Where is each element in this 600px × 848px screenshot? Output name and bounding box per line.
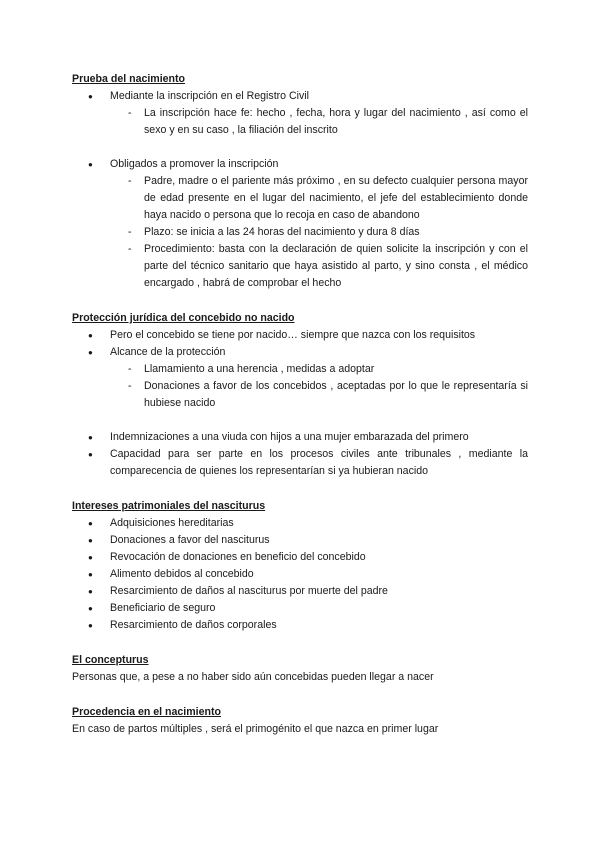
bullet-list	[72, 429, 528, 480]
paragraph: Personas que, a pese a no haber sido aún concebidas pueden llegar a nacer	[72, 671, 434, 683]
section-proteccion-juridica	[72, 310, 528, 480]
list-item	[72, 344, 528, 412]
sub-list	[110, 105, 528, 139]
spacer	[72, 480, 528, 498]
list-item: ● Resarcimiento de daños corporales	[72, 617, 528, 634]
list-item-text: Alcance de la protección	[110, 346, 226, 358]
section-intereses-patrimoniales	[72, 498, 528, 634]
sub-list-item: - La inscripción hace fe: hecho , fecha, hora y lugar del nacimiento , así como el sexo y en su caso , la filiación del inscrito	[110, 105, 528, 139]
sub-list-item: - Padre, madre o el pariente más próximo , en su defecto cualquier persona mayor de edad presente en el lugar del nacimiento, el jefe del establecimiento donde haya nacido o persona que lo recoja en caso de abandono	[110, 173, 528, 224]
list-item: ● Alimento debidos al concebido	[72, 566, 528, 583]
bullet-list	[72, 156, 528, 292]
section-prueba-nacimiento	[72, 71, 528, 292]
spacer	[72, 634, 528, 652]
sub-list	[110, 361, 528, 412]
section-heading: Intereses patrimoniales del nasciturus	[72, 500, 266, 512]
list-item: ● Indemnizaciones a una viuda con hijos a una mujer embarazada del primero	[72, 429, 528, 446]
document-body	[72, 71, 528, 738]
section-heading: El concepturus	[72, 654, 149, 666]
spacer	[72, 686, 528, 704]
paragraph: En caso de partos múltiples , será el primogénito el que nazca en primer lugar	[72, 723, 439, 735]
sub-list	[110, 173, 528, 292]
list-item: ● Capacidad para ser parte en los procesos civiles ante tribunales , mediante la comparecencia de quienes los representarían si ya hubieran nacido	[72, 446, 528, 480]
sub-list-item: - Donaciones a favor de los concebidos , aceptadas por lo que le representaría si hubiese nacido	[110, 378, 528, 412]
list-item: ● Resarcimiento de daños al nasciturus por muerte del padre	[72, 583, 528, 600]
section-procedencia	[72, 704, 528, 738]
list-item	[72, 88, 528, 139]
list-item-text: Mediante la inscripción en el Registro Civil	[110, 90, 310, 102]
list-item: ● Donaciones a favor del nasciturus	[72, 532, 528, 549]
list-item: ● Beneficiario de seguro	[72, 600, 528, 617]
spacer	[72, 292, 528, 310]
section-concepturus	[72, 652, 528, 686]
sub-list-item: - Llamamiento a una herencia , medidas a adoptar	[110, 361, 528, 378]
list-item: ● Revocación de donaciones en beneficio del concebido	[72, 549, 528, 566]
list-item-text: Obligados a promover la inscripción	[110, 158, 279, 170]
bullet-list	[72, 515, 528, 634]
section-heading: Protección jurídica del concebido no nacido	[72, 312, 295, 324]
spacer	[72, 139, 528, 156]
list-item: ● Adquisiciones hereditarias	[72, 515, 528, 532]
list-item	[72, 156, 528, 292]
section-heading: Prueba del nacimiento	[72, 73, 186, 85]
spacer	[72, 412, 528, 429]
bullet-list	[72, 88, 528, 139]
bullet-list	[72, 327, 528, 412]
section-heading: Procedencia en el nacimiento	[72, 706, 221, 718]
list-item: ● Pero el concebido se tiene por nacido… siempre que nazca con los requisitos	[72, 327, 528, 344]
sub-list-item: - Plazo: se inicia a las 24 horas del nacimiento y dura 8 días	[110, 224, 528, 241]
sub-list-item: - Procedimiento: basta con la declaración de quien solicite la inscripción y con el parte del técnico sanitario que haya asistido al parto, y sino consta , el médico encargado , habrá de comprobar el hecho	[110, 241, 528, 292]
